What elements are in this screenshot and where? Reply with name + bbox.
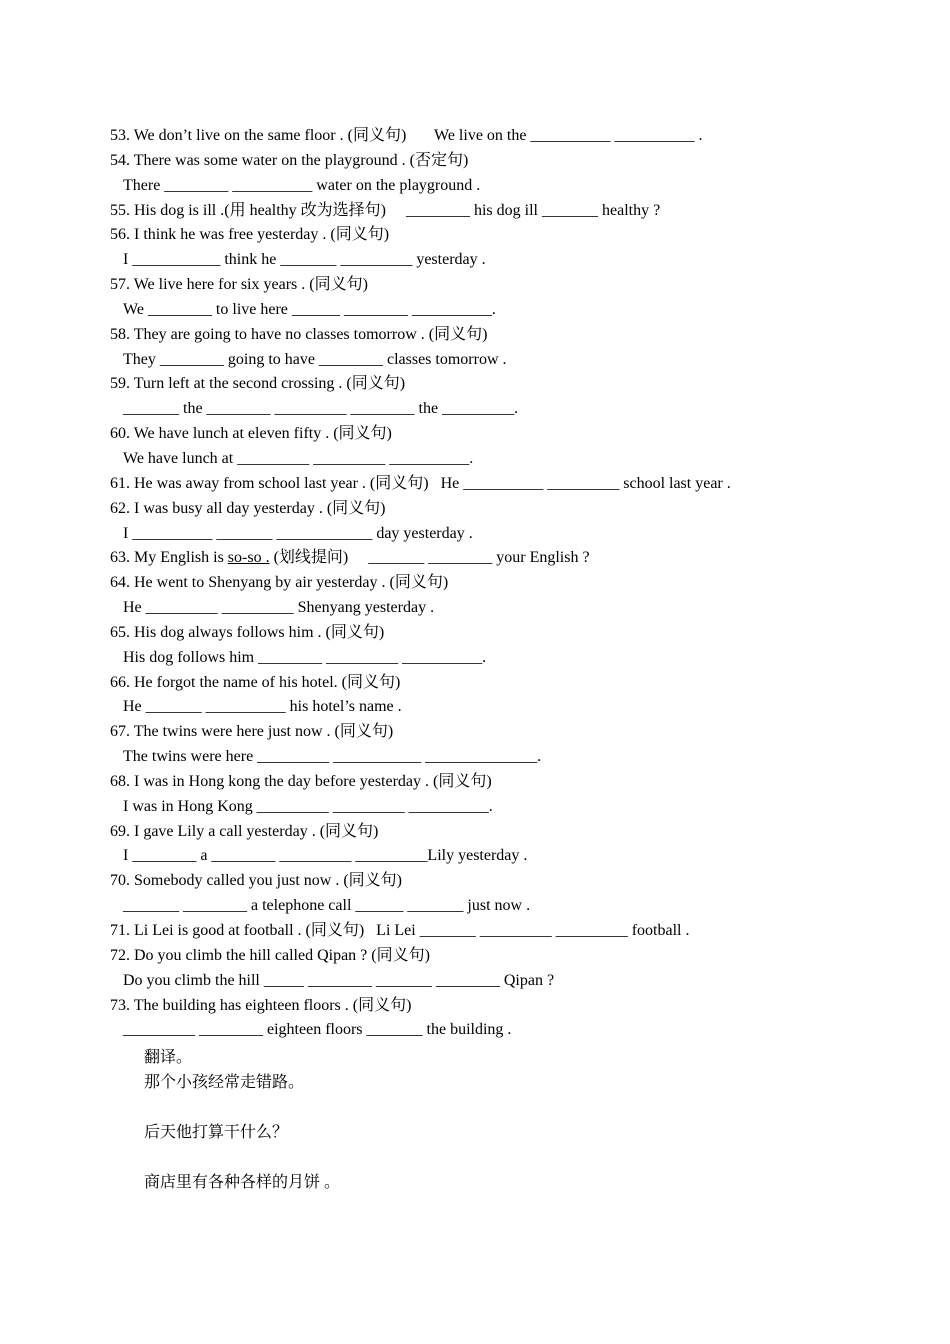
question-line: 67. The twins were here just now . (同义句) bbox=[110, 723, 394, 741]
question-line: 69. I gave Lily a call yesterday . (同义句) bbox=[110, 822, 379, 840]
answer-line: He _______ __________ his hotel’s name . bbox=[123, 698, 402, 716]
answer-line: I ________ a ________ _________ _________Lily yesterday . bbox=[123, 847, 528, 865]
question-text: 63. My English is bbox=[110, 549, 228, 567]
question-line: 65. His dog always follows him . (同义句) bbox=[110, 623, 385, 641]
answer-line: We ________ to live here ______ ________ __________. bbox=[123, 300, 496, 318]
answer-line: _________ ________ eighteen floors _______ the building . bbox=[123, 1021, 512, 1039]
question-line bbox=[110, 546, 910, 571]
question-line: 73. The building has eighteen floors . (同义句) bbox=[110, 996, 412, 1014]
question-line: 58. They are going to have no classes tomorrow . (同义句) bbox=[110, 325, 488, 343]
question-line: 59. Turn left at the second crossing . (同义句) bbox=[110, 375, 406, 393]
translation-section bbox=[144, 1045, 844, 1195]
question-line: 68. I was in Hong kong the day before yesterday . (同义句) bbox=[110, 772, 492, 790]
question-line: 55. His dog is ill .(用 healthy 改为选择句) ________ his dog ill _______ healthy ? bbox=[110, 201, 661, 219]
question-line: 53. We don’t live on the same floor . (同义句) We live on the __________ __________ . bbox=[110, 127, 703, 144]
answer-line: Do you climb the hill _____ ________ _______ ________ Qipan ? bbox=[123, 971, 555, 989]
answer-line: They ________ going to have ________ classes tomorrow . bbox=[123, 350, 507, 368]
translation-item: 后天他打算干什么？ bbox=[144, 1124, 289, 1141]
translation-heading: 翻译。 bbox=[144, 1049, 193, 1066]
question-line: 66. He forgot the name of his hotel. (同义句) bbox=[110, 673, 401, 691]
answer-line: I __________ _______ ____________ day yesterday . bbox=[123, 524, 473, 542]
question-line: 70. Somebody called you just now . (同义句) bbox=[110, 872, 402, 890]
question-line: 71. Li Lei is good at football . (同义句) Li Lei _______ _________ _________ football . bbox=[110, 922, 690, 939]
question-line: 64. He went to Shenyang by air yesterday . (同义句) bbox=[110, 574, 449, 592]
exercise-list bbox=[110, 124, 910, 1043]
answer-line: _______ ________ a telephone call ______ _______ just now . bbox=[123, 897, 531, 915]
answer-line: We have lunch at _________ _________ __________. bbox=[123, 449, 474, 467]
translation-item: 商店里有各种各样的月饼 。 bbox=[144, 1174, 341, 1191]
answer-line: He _________ _________ Shenyang yesterday . bbox=[123, 599, 435, 617]
answer-line: _______ the ________ _________ ________ the _________. bbox=[123, 400, 519, 418]
question-line: 60. We have lunch at eleven fifty . (同义句) bbox=[110, 425, 392, 443]
answer-line: I was in Hong Kong _________ _________ __________. bbox=[123, 797, 493, 815]
answer-line: There ________ __________ water on the playground . bbox=[123, 176, 481, 194]
answer-line: The twins were here _________ ___________ ______________. bbox=[123, 748, 542, 766]
question-line: 61. He was away from school last year . (同义句) He __________ _________ school last year . bbox=[110, 474, 731, 492]
answer-line: I ___________ think he _______ _________ yesterday . bbox=[123, 251, 486, 269]
question-line: 56. I think he was free yesterday . (同义句) bbox=[110, 226, 390, 244]
answer-line: His dog follows him ________ _________ __________. bbox=[123, 648, 487, 666]
question-line: 62. I was busy all day yesterday . (同义句) bbox=[110, 499, 386, 517]
question-line: 57. We live here for six years . (同义句) bbox=[110, 276, 368, 294]
question-line: 54. There was some water on the playground . (否定句) bbox=[110, 151, 469, 169]
question-text: (划线提问) _______ ________ your English ? bbox=[269, 549, 590, 567]
underlined-phrase: so-so . bbox=[227, 549, 270, 567]
question-line: 72. Do you climb the hill called Qipan ? (同义句) bbox=[110, 946, 430, 964]
translation-item: 那个小孩经常走错路。 bbox=[144, 1074, 305, 1091]
